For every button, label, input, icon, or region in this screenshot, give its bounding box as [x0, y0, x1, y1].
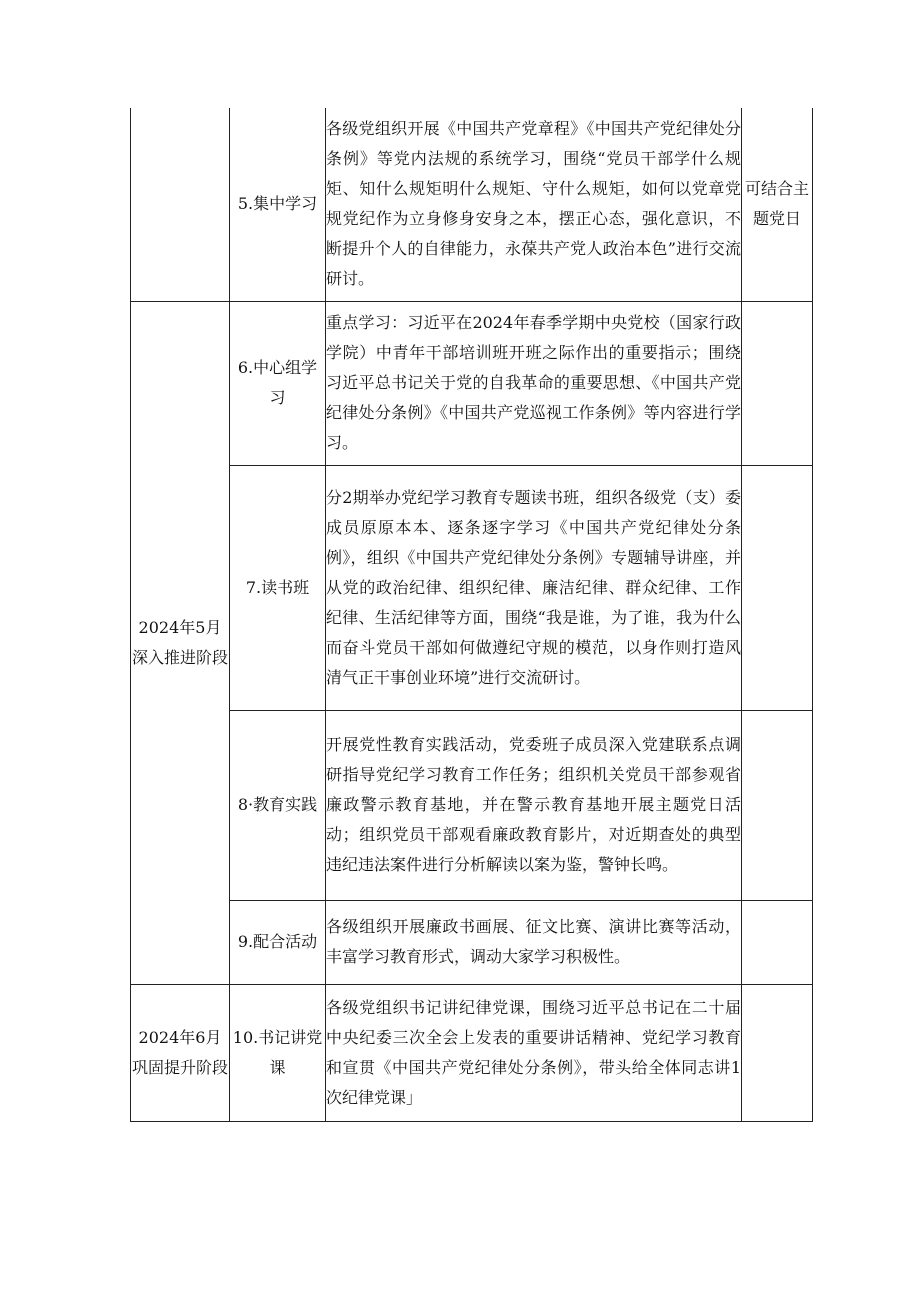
item-cell — [230, 465, 326, 710]
content-text: 各级组织开展廉政书画展、征文比赛、演讲比赛等活动，丰富学习教育形式，调动大家学习积极性。 — [326, 917, 741, 966]
table-row — [131, 984, 813, 1121]
item-cell — [230, 301, 326, 465]
item-label: 9.配合活动 — [237, 932, 318, 951]
item-cell — [230, 900, 326, 984]
note-cell — [742, 710, 813, 900]
note-cell — [742, 301, 813, 465]
note-cell — [742, 108, 813, 301]
table-row — [131, 301, 813, 465]
content-cell — [326, 710, 742, 900]
stage-cell — [131, 301, 230, 984]
note-cell — [742, 900, 813, 984]
content-cell — [326, 984, 742, 1121]
stage-cell — [131, 984, 230, 1121]
content-cell — [326, 108, 742, 301]
item-label: 10.书记讲党课 — [232, 1027, 323, 1077]
content-cell — [326, 301, 742, 465]
item-label: 8·教育实践 — [237, 795, 318, 814]
table-row — [131, 710, 813, 900]
stage-label: 2024年5月深入推进阶段 — [131, 617, 228, 667]
work-plan-table — [130, 108, 813, 1122]
stage-cell-empty — [131, 108, 230, 301]
content-cell — [326, 465, 742, 710]
content-cell — [326, 900, 742, 984]
item-label: 7.读书班 — [245, 577, 310, 597]
item-label: 5.集中学习 — [237, 194, 318, 214]
table-row — [131, 900, 813, 984]
content-text: 各级党组织开展《中国共产党章程》《中国共产党纪律处分条例》等党内法规的系统学习，围绕“党员干部学什么规矩、知什么规矩明什么规矩、守什么规矩，如何以党章党规党纪作为立身修身安身之本，摆正心态，强化意识，不断提升个人的自律能力，永葆共产党人政治本色”进行交流研讨。 — [326, 119, 741, 289]
item-cell — [230, 108, 326, 301]
table-row — [131, 108, 813, 301]
content-text: 各级党组织书记讲纪律党课，围绕习近平总书记在二十届中央纪委三次全会上发表的重要讲话精神、党纪学习教育和宣贯《中国共产党纪律处分条例》，带头给全体同志讲1次纪律党课」 — [326, 997, 741, 1107]
item-cell — [230, 984, 326, 1121]
content-text: 开展党性教育实践活动，党委班子成员深入党建联系点调研指导党纪学习教育工作任务；组织机关党员干部参观省廉政警示教育基地，并在警示教育基地开展主题党日活动；组织党员干部观看廉政教育影片，对近期查处的典型违纪违法案件进行分析解读以案为鉴，警钟长鸣。 — [326, 735, 741, 874]
item-cell — [230, 710, 326, 900]
note-text: 可结合主题党日 — [744, 179, 809, 229]
content-text: 重点学习：习近平在2024年春季学期中央党校（国家行政学院）中青年干部培训班开班之际作出的重要指示；围绕习近平总书记关于党的自我革命的重要思想、《中国共产党纪律处分条例》《中国共产党巡视工作条例》等内容进行学习。 — [326, 313, 741, 452]
note-cell — [742, 984, 813, 1121]
table-row — [131, 465, 813, 710]
stage-label: 2024年6月巩固提升阶段 — [131, 1027, 228, 1077]
note-cell — [742, 465, 813, 710]
item-label: 6.中心组学习 — [237, 358, 318, 407]
content-text: 分2期举办党纪学习教育专题读书班，组织各级党（支）委成员原原本本、逐条逐字学习《中国共产党纪律处分条例》，组织《中国共产党纪律处分条例》专题辅导讲座，并从党的政治纪律、组织纪律、廉洁纪律、群众纪律、工作纪律、生活纪律等方面，围绕“我是谁，为了谁，我为什么而奋斗党员干部如何做遵纪守规的模范，以身作则打造风清气正干事创业环境”进行交流研讨。 — [326, 487, 741, 687]
